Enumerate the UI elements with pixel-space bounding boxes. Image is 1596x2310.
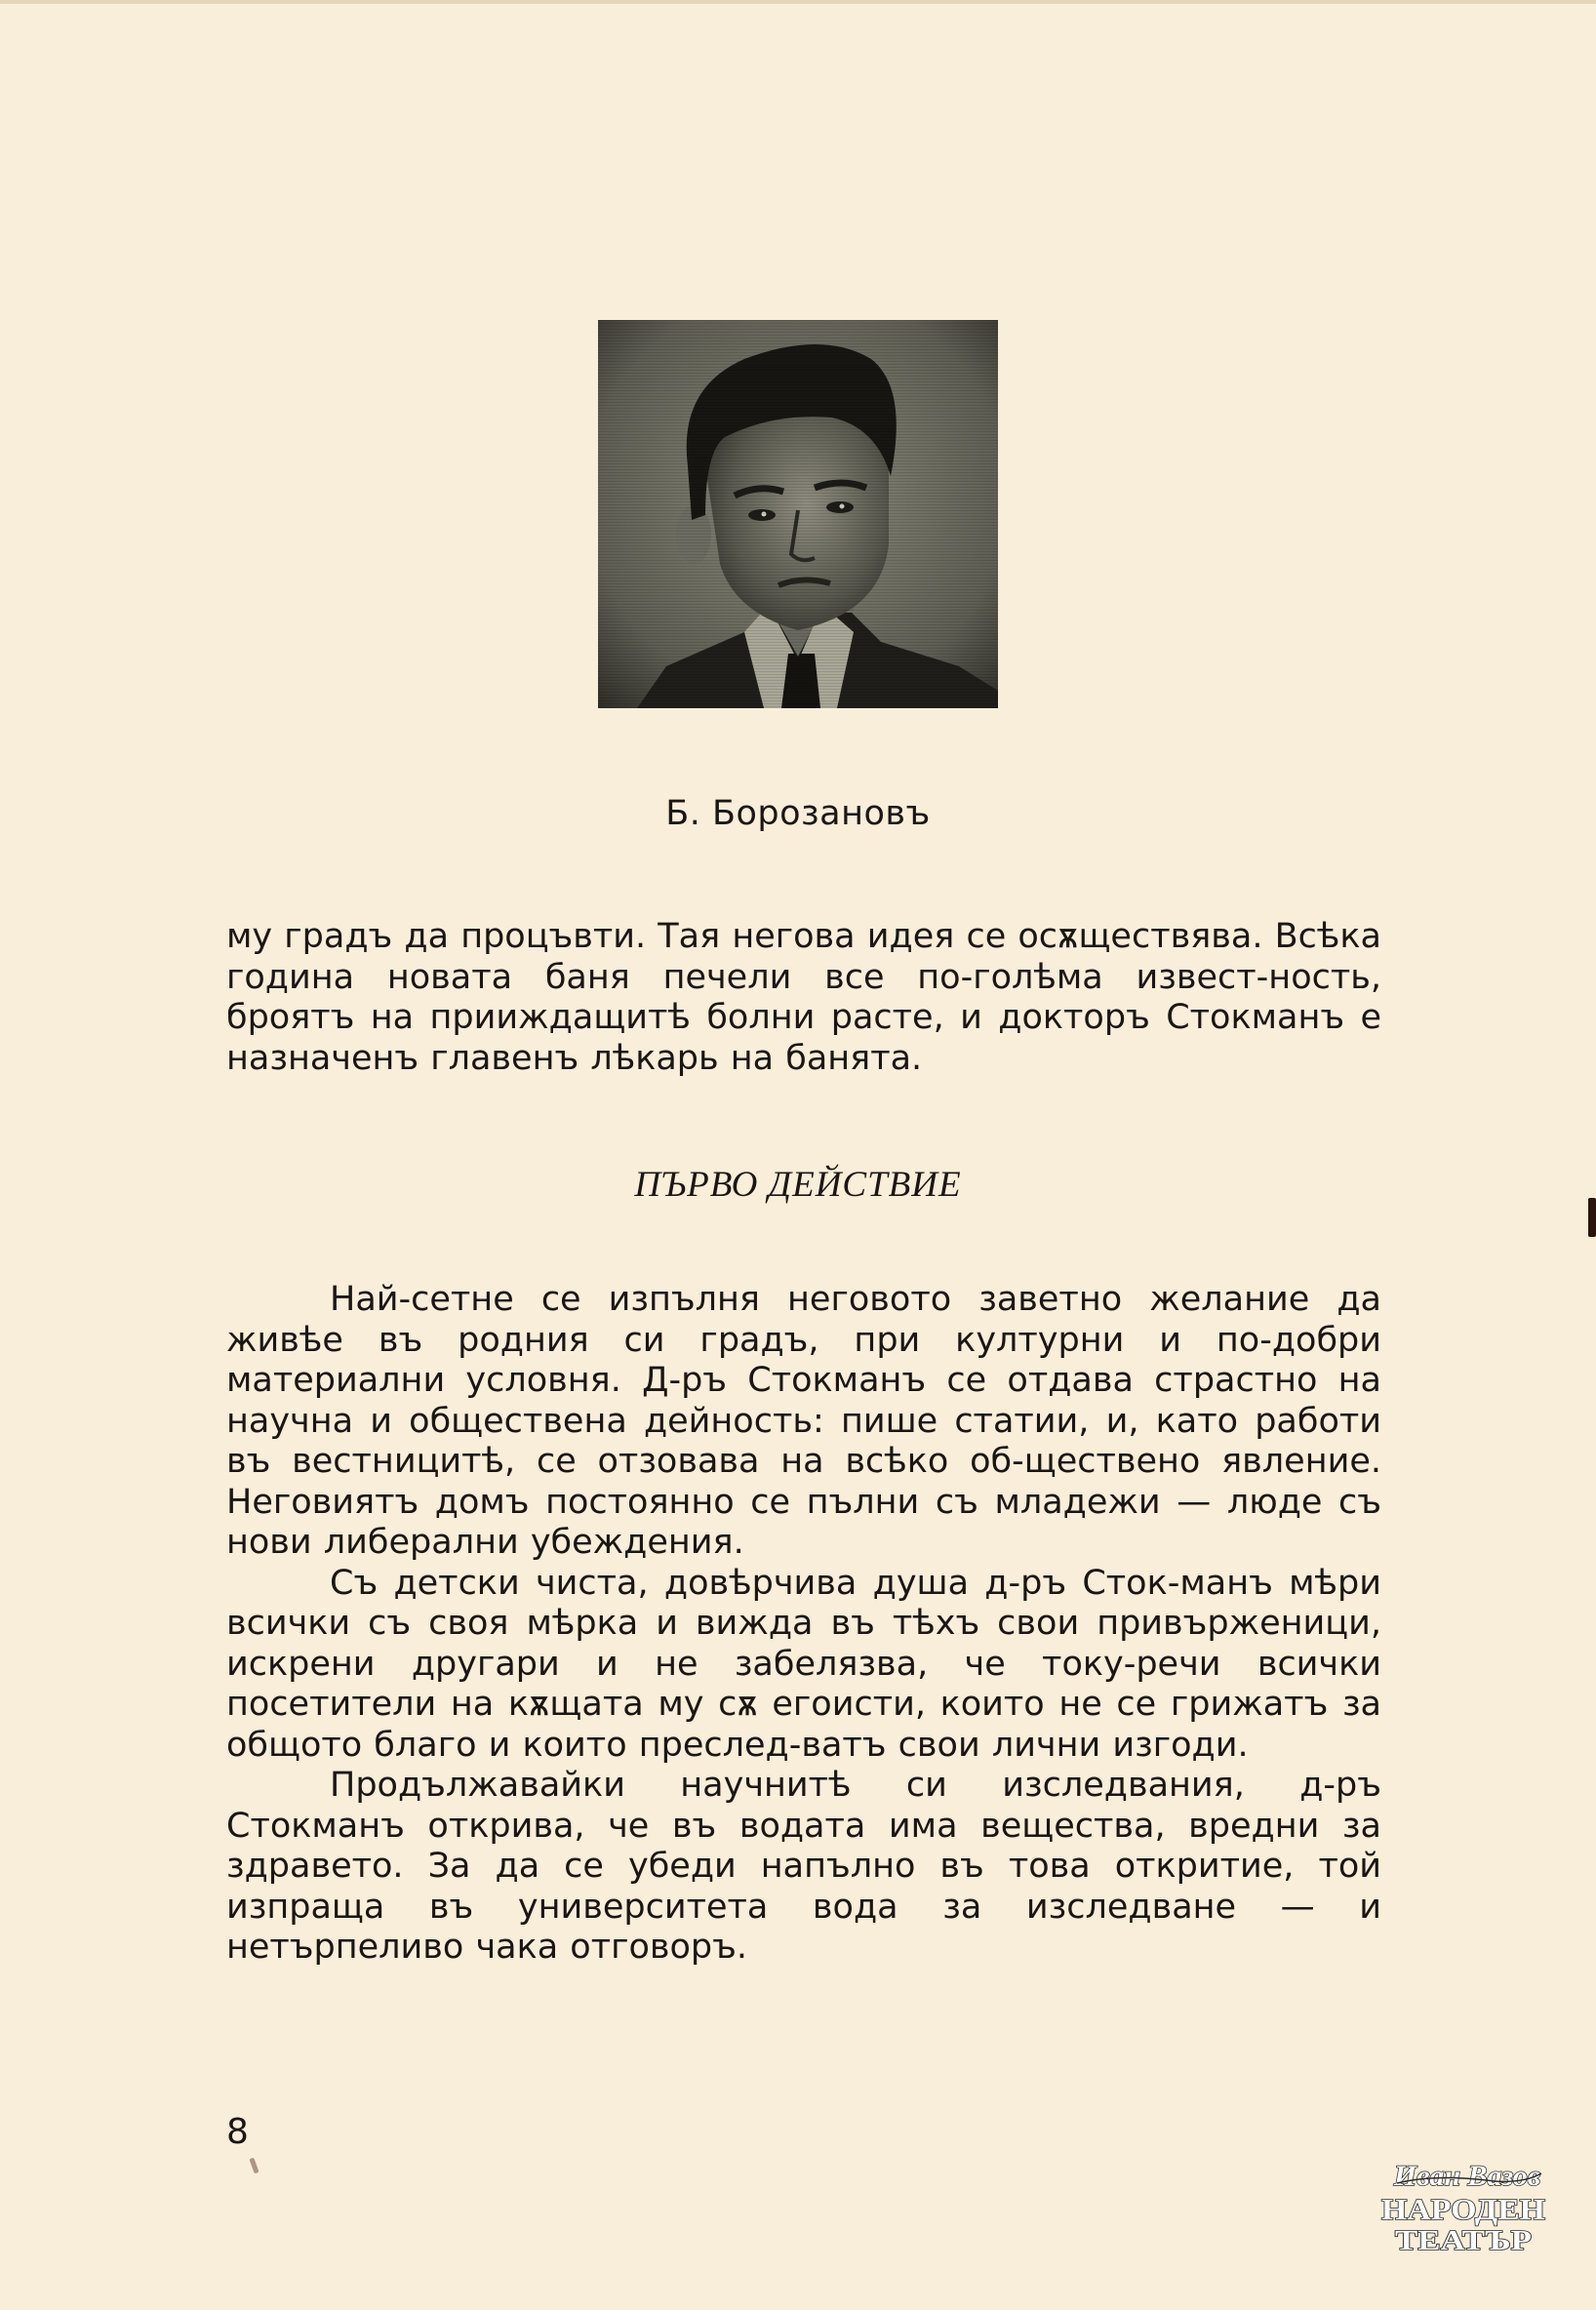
page-number: 8	[226, 2112, 249, 2152]
page-top-edge	[0, 0, 1596, 4]
national-theatre-logo-icon	[1377, 2154, 1549, 2255]
logo-line-1: НАРОДЕН	[1381, 2192, 1545, 2226]
logo-signature: Иван Вазов	[1393, 2160, 1541, 2192]
act-paragraph: Съ детски чиста, довѣрчива душа д-ръ Сток-манъ мѣри всички съ своя мѣрка и вижда въ тѣхъ свои привърженици, искрени другари и не забелязва, че току-речи всички посетители на кѫщата му сѫ егоисти, които не се грижатъ за общото благо и които преслед-ватъ свои лични изгоди.	[226, 1563, 1381, 1765]
intro-paragraph: му градъ да процъвти. Тая негова идея се осѫществява. Всѣка година новата баня печели все по-голѣма извест-ность, броятъ на прииждащитѣ болни расте, и докторъ Стокманъ е назначенъ главенъ лѣкарь на банята.	[226, 917, 1381, 1078]
act-heading: ПЪРВО ДЕЙСТВИЕ	[634, 1165, 962, 1205]
portrait-photo	[598, 320, 998, 708]
portrait-caption: Б. Борозановъ	[665, 794, 931, 833]
watermark-logo	[1377, 2154, 1549, 2255]
logo-line-2: ТЕАТЪР	[1395, 2225, 1532, 2255]
intro-text	[226, 917, 1381, 1079]
edge-mark	[1588, 1198, 1596, 1237]
act-body	[226, 1280, 1381, 1969]
act-paragraph: Продължавайки научнитѣ си изследвания, д-ръ Стокманъ открива, че въ водата има вещества, вредни за здравето. За да се убеди напълно въ това откритие, той изпраща въ университета вода за изследване — и нетърпеливо чака отговоръ.	[226, 1766, 1381, 1967]
ink-speck	[249, 2158, 259, 2174]
act-paragraph: Най-сетне се изпълня неговото заветно желание да живѣе въ родния си градъ, при културни и по-добри материални условня. Д-ръ Стокманъ се отдава страстно на научна и обществена дейность: пише статии, и, като работи въ вестницитѣ, се отзовава на всѣко об-ществено явление. Неговиятъ домъ постоянно се пълни съ младежи — люде съ нови либерални убеждения.	[226, 1280, 1381, 1562]
portrait-photo-icon	[598, 320, 998, 708]
